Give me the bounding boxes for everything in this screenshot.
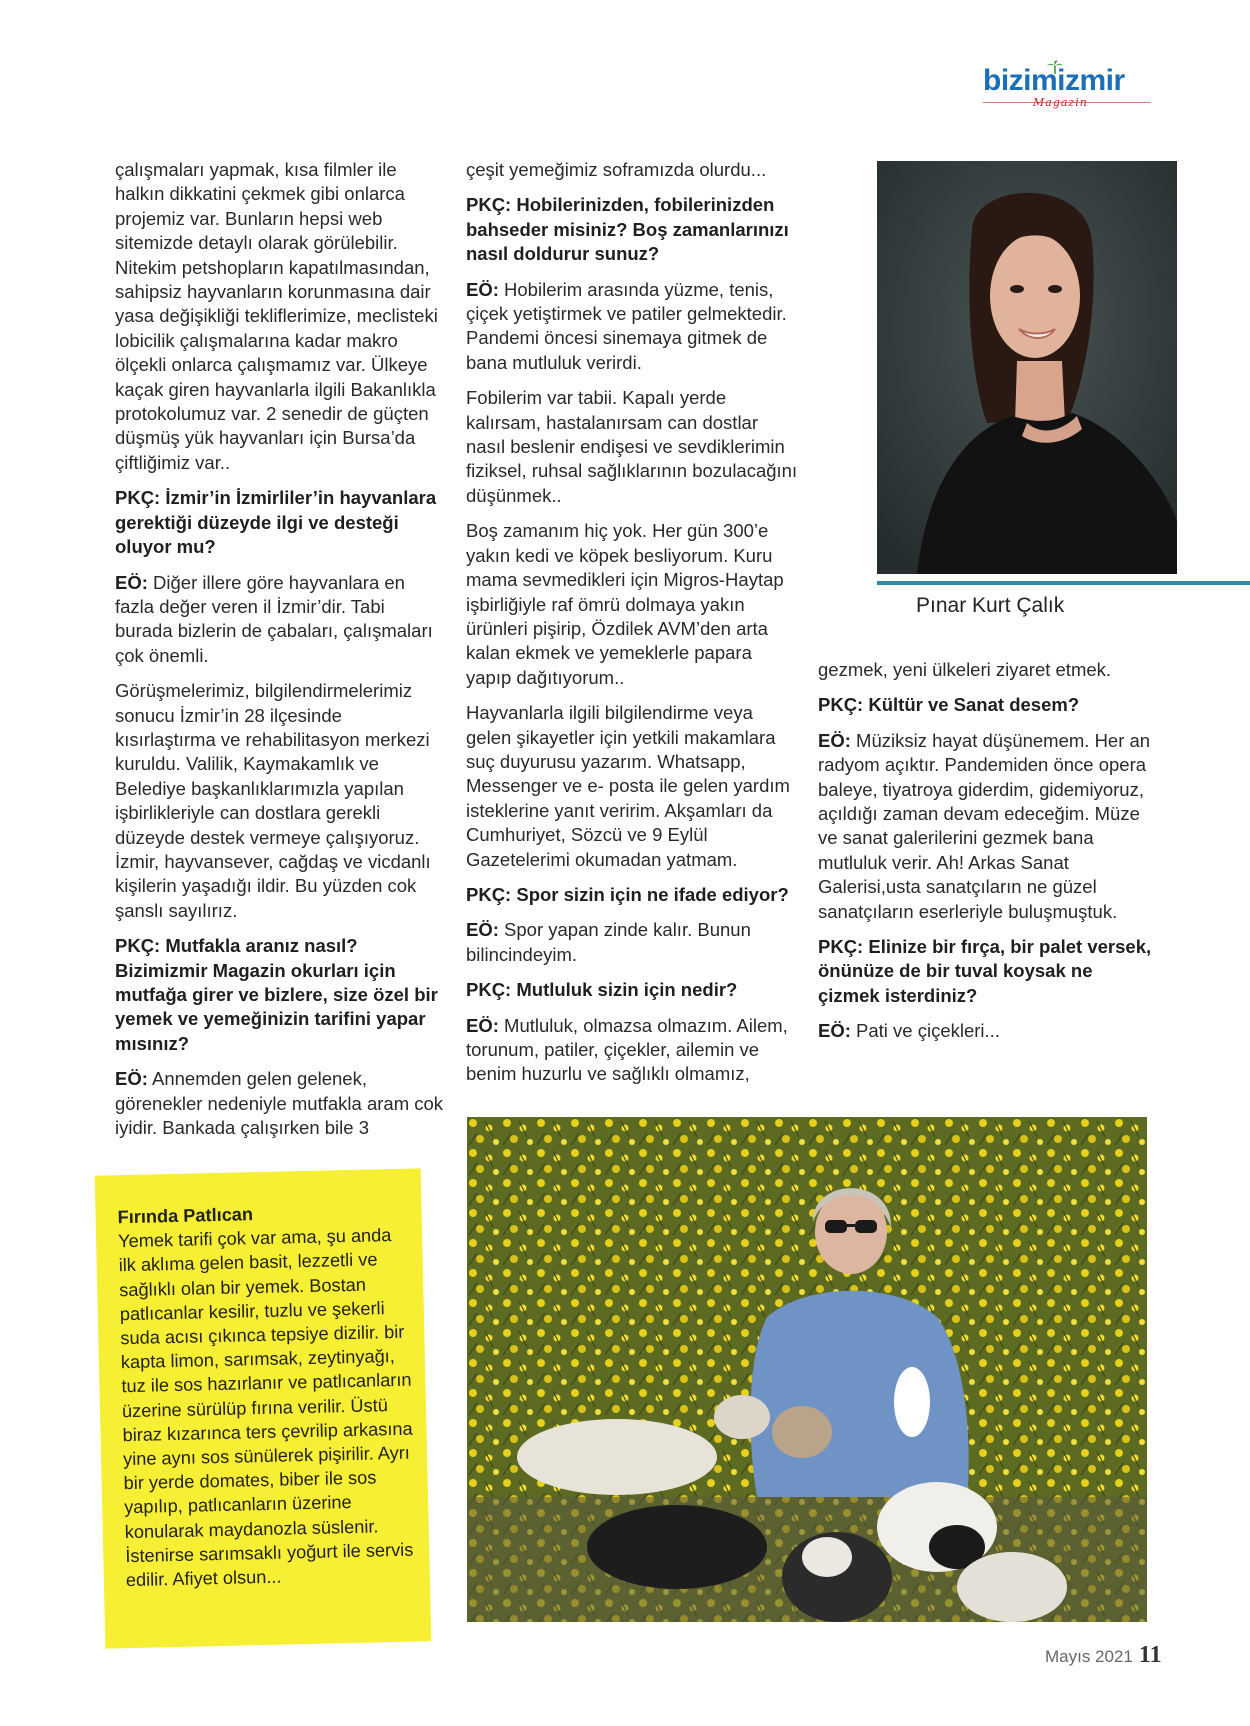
recipe-content <box>117 1199 418 1593</box>
interview-answer <box>466 1014 802 1087</box>
answer-text: Pati ve çiçekleri... <box>850 1020 1000 1042</box>
logo-wordmark: bizimizmir <box>983 64 1125 97</box>
interview-question: PKÇ: İzmir’in İzmirliler’in hayvanlara gerektiği düzeyde ilgi ve desteği oluyor mu? <box>115 487 437 558</box>
paragraph: gezmek, yeni ülkeleri ziyaret etmek. <box>818 659 1112 680</box>
answer-text: Mutluluk, olmazsa olmazım. Ailem, torunum, patiler, çiçekler, ailemin ve benim huzurlu ve sağlıklı olmamız, <box>466 1014 788 1085</box>
answer-label: EÖ: <box>818 729 851 751</box>
page-footer <box>1045 1642 1162 1669</box>
article-column-2 <box>466 158 802 1098</box>
portrait-photo <box>877 161 1177 574</box>
logo-subtitle: Magazin <box>1033 96 1088 109</box>
caption-rule <box>877 581 1250 585</box>
paragraph: çeşit yemeğimiz soframızda olurdu... <box>466 159 767 180</box>
article-column-3 <box>818 658 1158 1055</box>
interview-question: PKÇ: Elinize bir fırça, bir palet versek, önünüze de bir tuval koysak ne çizmek isterdiniz? <box>818 936 1152 1006</box>
bizimizmir-logo <box>983 60 1151 112</box>
answer-text: Müziksiz hayat düşünemem. Her an radyom açıktır. Pandemiden önce opera baleye, tiyatroya giderdim, gidemiyoruz, açıldığı zaman devam edeceğim. Müze ve sanat galerilerini gezmek bana mutluluk verir. Ah! Arkas Sanat Galerisi,usta sanatçıların ne güzel sanatçıların eserleriyle buluşmuştuk. <box>818 729 1151 922</box>
answer-text: Spor yapan zinde kalır. Bunun bilincindeyim. <box>466 919 751 965</box>
answer-label: EÖ: <box>115 1068 148 1090</box>
woman-with-dogs-photo <box>467 1117 1147 1622</box>
answer-label: EÖ: <box>466 278 499 300</box>
issue-date: Mayıs 2021 <box>1045 1647 1133 1666</box>
answer-label: EÖ: <box>466 1014 499 1036</box>
article-column-1 <box>115 158 445 1151</box>
interview-question: PKÇ: Mutluluk sizin için nedir? <box>466 979 738 1001</box>
interview-answer <box>466 918 802 967</box>
answer-text: Hobilerim arasında yüzme, tenis, çiçek yetiştirmek ve patiler gelmektedir. Pandemi öncesi sinemaya gitmek de bana mutluluk verirdi. <box>466 278 787 373</box>
recipe-box <box>95 1168 432 1648</box>
interview-answer <box>115 1067 445 1140</box>
interview-question: PKÇ: Mutfakla aranız nasıl? Bizimizmir Magazin okurları için mutfağa girer ve bizlere, size özel bir yemek ve yemeğinizin tarifini yapar mısınız? <box>115 935 438 1054</box>
paragraph: Boş zamanım hiç yok. Her gün 300’e yakın kedi ve köpek besliyorum. Kuru mama sevmedikleri için Migros-Haytap işbirliğiyle raf ömrü dolmaya yakın ürünleri pişirip, Özdilek AVM’den arta kalan ekmek ve yemeklerle papara yapıp dağıtıyorum.. <box>466 520 784 688</box>
interview-question: PKÇ: Spor sizin için ne ifade ediyor? <box>466 883 789 905</box>
dogs-photo-illustration <box>467 1117 1147 1622</box>
portrait-caption: Pınar Kurt Çalık <box>916 594 1065 617</box>
answer-label: EÖ: <box>818 1020 851 1042</box>
portrait-illustration <box>877 161 1177 574</box>
paragraph: çalışmaları yapmak, kısa filmler ile halkın dikkatini çekmek gibi onlarca projemiz var. Bunların hepsi web sitemizde detaylı olarak görülebilir. Nitekim petshopların kapatılmasından, sahipsiz hayvanların korunmasına dair yasa değişikliği tekliflerimize, meclisteki lobicilik çalışmalarına kadar makro ölçekli onlarca çalışmamız var. Ülkeye kaçak giren hayvanlarla ilgili Bakanlıkla protokolumuz var. 2 senedir de güçten düşmüş yük hayvanları için Bursa’da çiftliğimiz var.. <box>115 159 438 473</box>
interview-answer <box>466 278 802 376</box>
answer-label: EÖ: <box>466 919 499 941</box>
interview-answer <box>818 1019 1158 1043</box>
paragraph: Fobilerim var tabii. Kapalı yerde kalırsam, hastalanırsam can dostlar nasıl beslenir endişesi ve sevdiklerimin fiziksel, ruhsal sağlıklarının bozulacağını düşünmek.. <box>466 387 798 506</box>
paragraph: Hayvanlarla ilgili bilgilendirme veya gelen şikayetler için yetkili makamlara suç duyurusu yazarım. Whatsapp, Messenger ve e- posta ile gelen yardım isteklerine yanıt veririm. Akşamları da Cumhuriyet, Sözcü ve 9 Eylül Gazetelerimi okumadan yatmam. <box>466 702 790 870</box>
recipe-title: Fırında Patlıcan <box>117 1204 254 1228</box>
interview-answer <box>115 571 445 669</box>
answer-label: EÖ: <box>115 571 148 593</box>
answer-text: Diğer illere göre hayvanlara en fazla değer veren il İzmir’dir. Tabi burada bizlerin de çabaları, çalışmaları çok önemli. <box>115 571 433 666</box>
interview-answer <box>818 729 1158 924</box>
recipe-body: Yemek tarifi çok var ama, şu anda ilk aklıma gelen basit, lezzetli ve sağlıklı olan bir yemek. Bostan patlıcanlar kesilir, tuzlu ve şekerli suda acısı çıkınca tepsiye dizilir. bir kapta limon, sarımsak, zeytinyağı, tuz ile sos hazırlanır ve patlıcanların üzerine sürülüp fırına verilir. Üstü biraz kızarınca ters çevrilip arkasına yine aynı sos sünülerek pişirilir. Ayrı bir yerde domates, biber ile sos yapılıp, patlıcanların üzerine konularak maydanozla süslenir. İstenirse sarımsaklı yoğurt ile servis edilir. Afiyet olsun... <box>117 1225 414 1591</box>
page-number: 11 <box>1138 1642 1162 1668</box>
answer-text: Annemden gelen gelenek, görenekler nedeniyle mutfakla aram cok iyidir. Bankada çalışırken bile 3 <box>115 1068 444 1139</box>
paragraph: Görüşmelerimiz, bilgilendirmelerimiz sonucu İzmir’in 28 ilçesinde kısırlaştırma ve rehabilitasyon merkezi kuruldu. Valilik, Kaymakamlık ve Belediye başkanlıklarımızla yapılan işbirlikleriyle can dostlara gerekli düzeyde destek vermeye çalışıyoruz. İzmir, hayvansever, cağdaş ve vicdanlı kişilerin yaşadığı ildir. Bu yüzden cok şanslı sayılırız. <box>115 680 431 921</box>
interview-question: PKÇ: Hobilerinizden, fobilerinizden bahseder misiniz? Boş zamanlarınızı nasıl doldurur sunuz? <box>466 194 789 265</box>
interview-question: PKÇ: Kültür ve Sanat desem? <box>818 694 1080 716</box>
